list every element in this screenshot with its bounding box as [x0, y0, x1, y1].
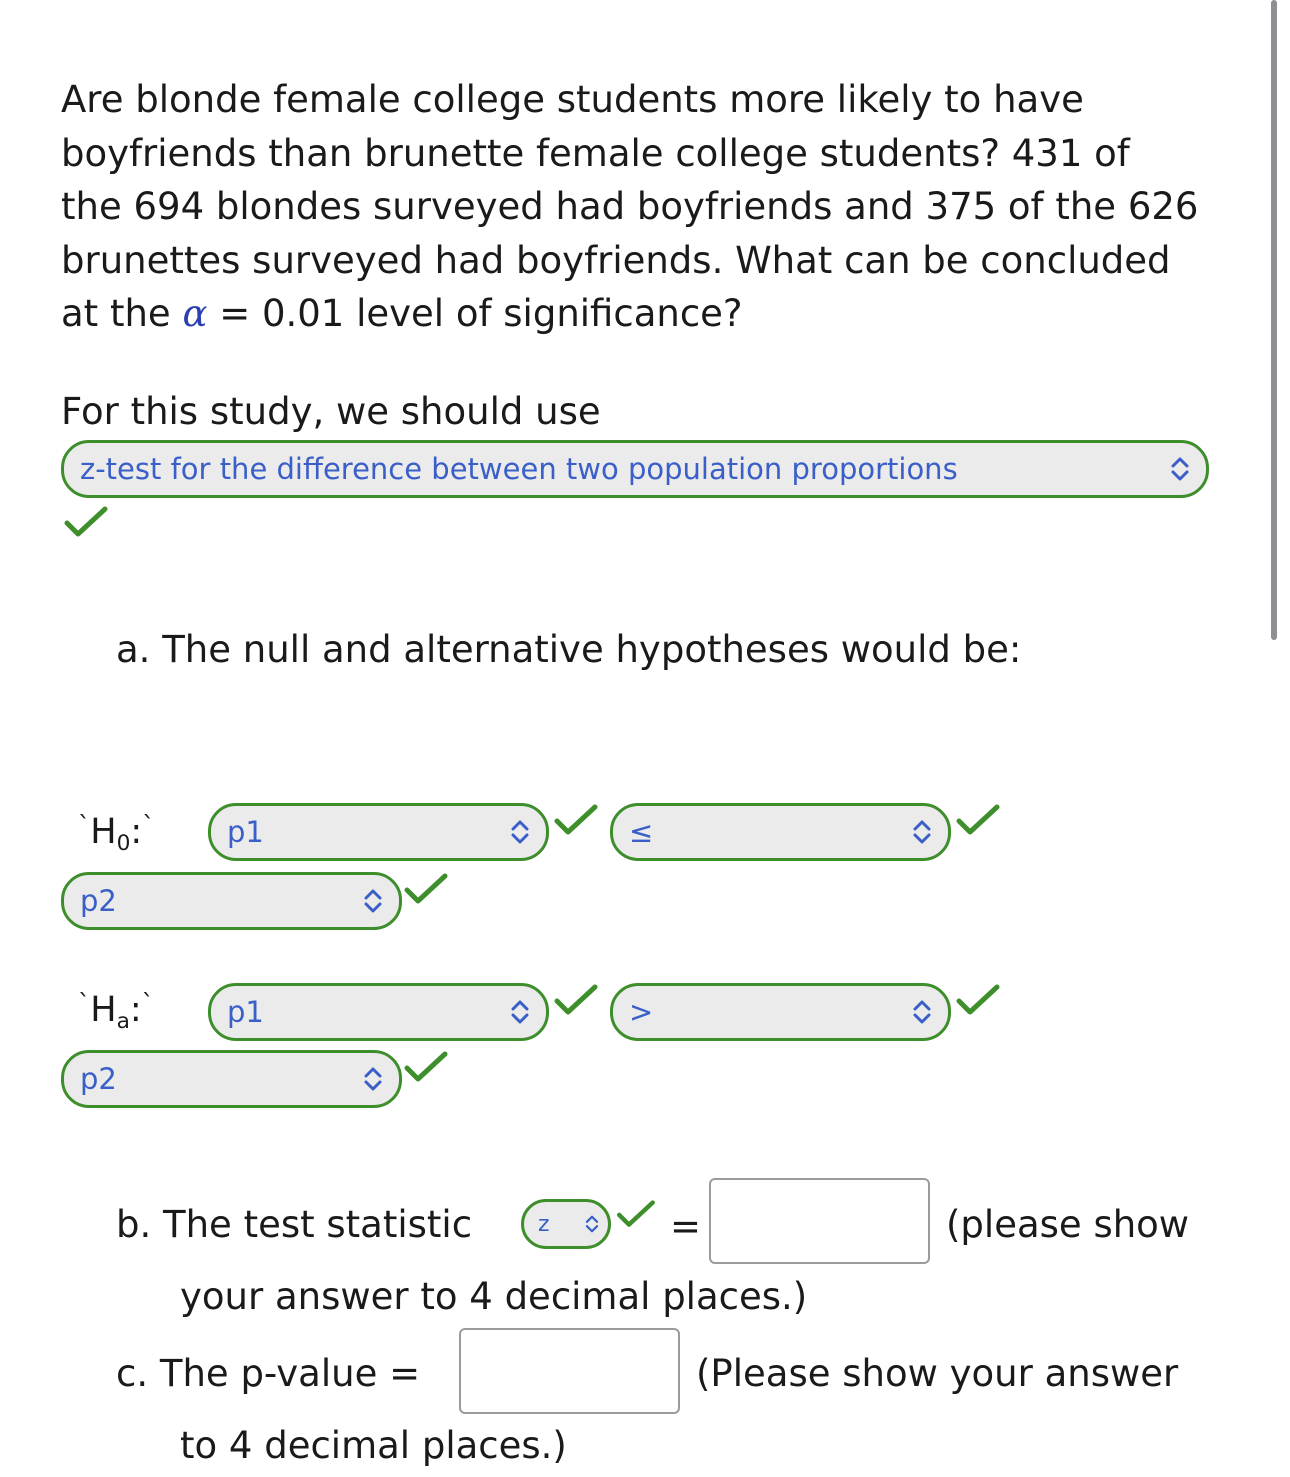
chevron-up-down-icon — [911, 819, 933, 845]
chevron-up-down-icon — [911, 999, 933, 1025]
h0-tick-open: ` — [78, 811, 91, 841]
ha-right-select-value: p2 — [80, 1062, 117, 1096]
h0-operator-select-value: ≤ — [629, 815, 654, 849]
h0-left-select[interactable] — [208, 803, 549, 861]
p-value-input[interactable] — [459, 1328, 680, 1414]
part-b-hint-line-1: (please show — [946, 1203, 1190, 1246]
question-text — [61, 73, 1251, 341]
ha-letter: H — [90, 990, 117, 1030]
h0-operator-select[interactable] — [610, 803, 951, 861]
chevron-up-down-icon — [509, 819, 531, 845]
study-prompt: For this study, we should use — [61, 390, 601, 433]
alpha-symbol: α — [182, 292, 208, 335]
h0-colon: : — [130, 812, 143, 852]
check-icon — [404, 872, 448, 906]
scrollbar[interactable] — [1271, 0, 1277, 640]
part-c-label: c. The p-value = — [116, 1352, 421, 1395]
check-icon — [956, 803, 1000, 837]
check-icon — [956, 983, 1000, 1017]
h0-label — [78, 810, 154, 859]
part-c-hint-line-1: (Please show your answer — [696, 1352, 1179, 1395]
ha-label — [78, 988, 154, 1037]
question-line-5 — [61, 287, 1251, 341]
ha-left-select[interactable] — [208, 983, 549, 1041]
h0-tick-close: ` — [142, 811, 155, 841]
chevron-up-down-icon — [362, 1066, 384, 1092]
test-statistic-input[interactable] — [709, 1178, 930, 1264]
ha-tick-open: ` — [78, 989, 91, 1019]
question-line-5-prefix: at the — [61, 292, 183, 335]
ha-tick-close: ` — [141, 989, 154, 1019]
h0-right-select-value: p2 — [80, 884, 117, 918]
question-line-3: the 694 blondes surveyed had boyfriends and 375 of the 626 — [61, 185, 1199, 228]
chevron-up-down-icon — [584, 1214, 600, 1234]
test-type-select[interactable] — [61, 440, 1209, 498]
question-line-5-suffix: = 0.01 level of significance? — [207, 292, 743, 335]
test-statistic-equals: = — [670, 1205, 702, 1248]
check-icon — [554, 983, 598, 1017]
chevron-up-down-icon — [1169, 456, 1191, 482]
ha-subscript: a — [116, 1008, 130, 1034]
check-icon — [404, 1050, 448, 1084]
check-icon — [616, 1199, 656, 1229]
chevron-up-down-icon — [509, 999, 531, 1025]
test-statistic-select[interactable] — [521, 1199, 611, 1249]
part-b-hint-line-2: your answer to 4 decimal places.) — [180, 1275, 808, 1318]
ha-left-select-value: p1 — [227, 995, 264, 1029]
test-type-select-value: z-test for the difference between two population proportions — [80, 452, 958, 486]
check-icon — [554, 803, 598, 837]
question-line-4: brunettes surveyed had boyfriends. What can be concluded — [61, 238, 1171, 282]
h0-letter: H — [90, 812, 117, 852]
ha-operator-select[interactable] — [610, 983, 951, 1041]
h0-right-select[interactable] — [61, 872, 402, 930]
part-c-hint-line-2: to 4 decimal places.) — [180, 1424, 567, 1467]
part-a-label: a. The null and alternative hypotheses would be: — [116, 628, 1022, 671]
chevron-up-down-icon — [362, 888, 384, 914]
part-b-label: b. The test statistic — [116, 1203, 473, 1246]
check-icon — [64, 505, 108, 539]
question-line-1: Are blonde female college students more likely to have — [61, 78, 1084, 121]
h0-subscript: 0 — [116, 830, 131, 856]
ha-right-select[interactable] — [61, 1050, 402, 1108]
h0-left-select-value: p1 — [227, 815, 264, 849]
question-line-2: boyfriends than brunette female college students? 431 of — [61, 131, 1130, 175]
ha-operator-select-value: > — [629, 995, 654, 1029]
ha-colon: : — [129, 990, 142, 1030]
test-statistic-select-value: z — [538, 1211, 550, 1237]
